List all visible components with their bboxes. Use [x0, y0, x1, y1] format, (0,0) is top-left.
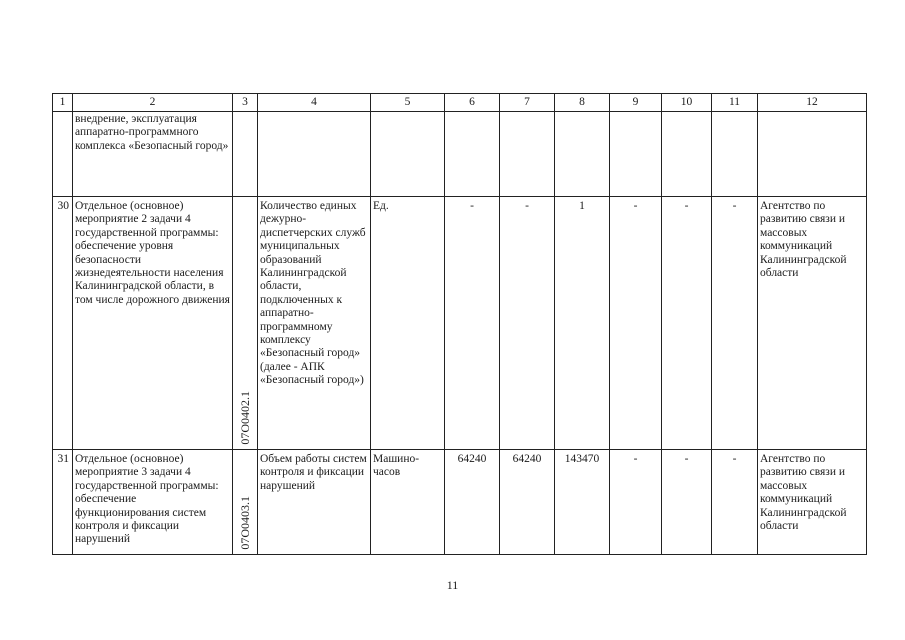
cell-empty — [258, 112, 371, 197]
cell-empty — [712, 112, 758, 197]
table-row — [53, 197, 867, 450]
cell-value-8: 1 — [555, 197, 610, 450]
cell-indicator: Объем работы систем контроля и фиксации нарушений — [258, 450, 371, 555]
cell-empty — [233, 112, 258, 197]
cell-value-10: - — [662, 450, 712, 555]
cell-row-number: 30 — [53, 197, 73, 450]
column-header: 8 — [555, 94, 610, 112]
cell-value-9: - — [610, 197, 662, 450]
cell-value-9: - — [610, 450, 662, 555]
cell-unit: Ед. — [371, 197, 445, 450]
column-header: 11 — [712, 94, 758, 112]
cell-empty — [555, 112, 610, 197]
cell-empty — [758, 112, 867, 197]
program-table — [52, 93, 867, 555]
cell-empty — [53, 112, 73, 197]
cell-empty — [500, 112, 555, 197]
column-header: 9 — [610, 94, 662, 112]
column-header: 1 — [53, 94, 73, 112]
cell-value-10: - — [662, 197, 712, 450]
cell-measure-name: внедрение, эксплуатация аппаратно-программного комплекса «Безопасный город» — [73, 112, 233, 197]
header-row — [53, 94, 867, 112]
code-text: 07O0403.1 — [238, 496, 252, 550]
column-header: 5 — [371, 94, 445, 112]
cell-measure-name: Отдельное (основное) мероприятие 2 задачи 4 государственной программы: обеспечение уровня безопасности жизнедеятельности населения Калининградской области, в том числе дорожного движения — [73, 197, 233, 450]
cell-empty — [445, 112, 500, 197]
column-header: 3 — [233, 94, 258, 112]
column-header: 2 — [73, 94, 233, 112]
cell-empty — [371, 112, 445, 197]
cell-measure-name: Отдельное (основное) мероприятие 3 задачи 4 государственной программы: обеспечение функционирования систем контроля и фиксации нарушений — [73, 450, 233, 555]
page-number: 11 — [446, 578, 459, 592]
column-header: 6 — [445, 94, 500, 112]
column-header: 12 — [758, 94, 867, 112]
cell-responsible: Агентство по развитию связи и массовых коммуникаций Калининградской области — [758, 197, 867, 450]
cell-empty — [662, 112, 712, 197]
cell-value-8: 143470 — [555, 450, 610, 555]
cell-value-7: 64240 — [500, 450, 555, 555]
cell-code — [233, 197, 258, 450]
cell-unit: Машино-часов — [371, 450, 445, 555]
cell-value-6: 64240 — [445, 450, 500, 555]
cell-empty — [610, 112, 662, 197]
cell-row-number: 31 — [53, 450, 73, 555]
column-header: 4 — [258, 94, 371, 112]
continuation-row — [53, 112, 867, 197]
cell-indicator: Количество единых дежурно-диспетчерских служб муниципальных образований Калининградской области, подключенных к аппаратно-программному комплексу «Безопасный город» (далее - АПК «Безопасный город») — [258, 197, 371, 450]
cell-value-6: - — [445, 197, 500, 450]
cell-code — [233, 450, 258, 555]
cell-value-11: - — [712, 197, 758, 450]
code-text: 07O0402.1 — [238, 391, 252, 445]
column-header: 7 — [500, 94, 555, 112]
cell-value-7: - — [500, 197, 555, 450]
table-row — [53, 450, 867, 555]
cell-value-11: - — [712, 450, 758, 555]
column-header: 10 — [662, 94, 712, 112]
cell-responsible: Агентство по развитию связи и массовых коммуникаций Калининградской области — [758, 450, 867, 555]
